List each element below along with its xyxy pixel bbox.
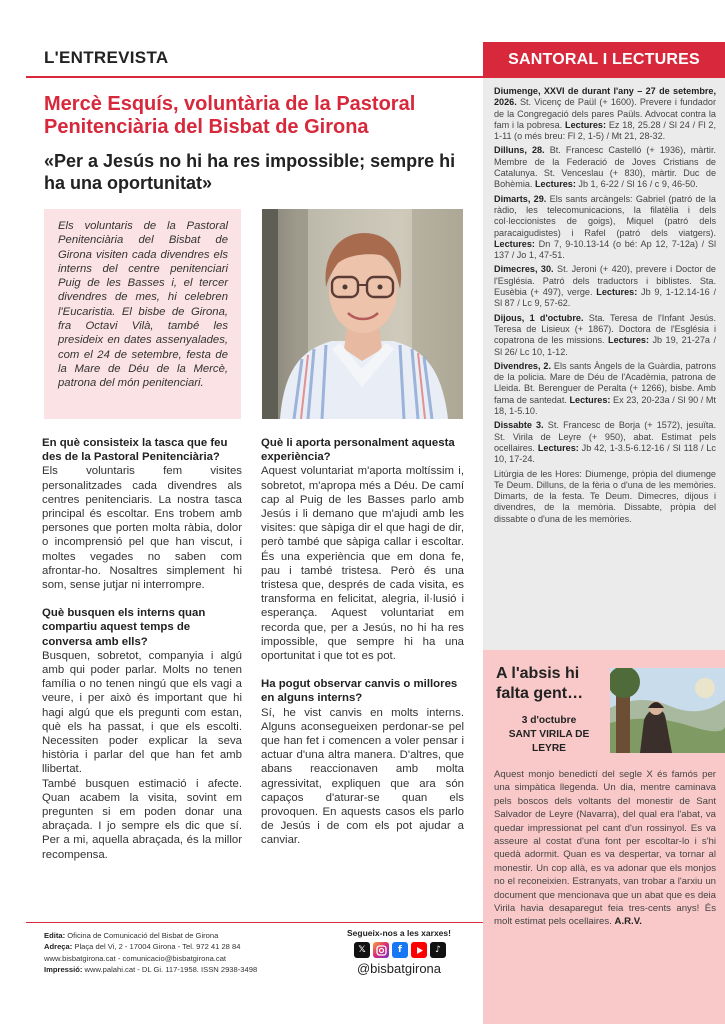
intro-text: Els voluntaris de la Pastoral Penitenciària del Bisbat de Girona visiten cada divendres els interns del centre penitenciari Puig de les Basses i, el tercer divendres de mes, hi celebren l'Eucaristia. El bisbe de Girona, fra Octavi Vilà, també les presideix en dates assenyalades, com el 24 de setembre, festa de la Mare de Déu de la Mercè, patrona del món penitenciari. (58, 220, 228, 390)
santoral-entry: Dijous, 1 d'octubre. Sta. Teresa de l'Infant Jesús. Teresa de Lisieux (+ 1867). Doctora de l'Església i copatrona de les missions. Lectures: Jb 19, 21-27a / Sl 26/ Lc 10, 1-12. (494, 312, 716, 357)
portrait-photo (262, 209, 463, 419)
social-handle[interactable]: @bisbatgirona (356, 961, 442, 976)
section-title: L'ENTREVISTA (44, 48, 169, 67)
interview-column-1 (42, 436, 242, 862)
interview-question: En què consisteix la tasca que feu des de la Pastoral Penitenciària? (42, 437, 228, 464)
monk-landscape-illustration (610, 668, 725, 753)
absis-date (494, 714, 604, 756)
footer-web[interactable]: www.bisbatgirona.cat - comunicacio@bisbatgirona.cat (44, 953, 227, 963)
absis-illustration (610, 668, 725, 753)
absis-signature: A.R.V. (614, 916, 642, 928)
article-subhead: «Per a Jesús no hi ha res impossible; sempre hi ha una oportunitat» (44, 151, 456, 193)
header-divider (26, 76, 483, 78)
interview-column-2 (261, 436, 464, 848)
social-icons (350, 942, 450, 958)
footer-divider (26, 922, 483, 923)
liturgia-hores: Litúrgia de les Hores: Diumenge, pròpia del diumenge Te Deum. Dilluns, de la fèria o d'una de les memòries. Dimarts, de la festa. Te Deum. Dimecres, dijous i divendres, de la memòria. Dissabte, pròpia del dissabte o d'una de les memòries. (494, 468, 716, 524)
tiktok-icon[interactable]: ♪ (430, 942, 446, 958)
footer-info: Edita: Oficina de Comunicació del Bisbat de Girona Adreça: Plaça del Vi, 2 - 17004 Girona - Tel. 972 41 28 84 www.bisbatgirona.cat - comunicacio@bisbatgirona.cat Impressió: www.palahi.cat - DL Gi. 117-1958. ISSN 2938-3498 (44, 930, 309, 975)
article-headline: Mercè Esquís, voluntària de la Pastoral Penitenciària del Bisbat de Girona (44, 93, 416, 138)
santoral-entry: Dilluns, 28. Bt. Francesc Castelló (+ 1936), màrtir. Membre de la Federació de Joves Cristians de Catalunya. St. Venceslau (+ 830), màrtir. Duc de Bohèmia. Lectures: Jb 1, 6-22 / Sl 16 / c 9, 46-50. (494, 145, 716, 190)
youtube-icon[interactable] (411, 942, 427, 958)
interview-answer: Busquen, sobretot, companyia i algú amb qui poder parlar. Molts no tenen família o no tenen ningú que els vagi a veure, i per això és important que hi hagi algú que els pregunti com estan, què els ha passat, i que els escolti. Necessiten poder explicar la seva història i parlar del que han fet amb llibertat. (42, 649, 242, 776)
santoral-entry: Diumenge, XXVI de durant l'any – 27 de setembre, 2026. St. Vicenç de Paül (+ 1600). Prevere i fundador de la Congregació dels pares Paüls. Advocat contra la fam i la pobresa. Lectures: Ez 18, 25.28 / Sl 24 / Fl 2, 1-11 (o més breu: Fl 2, 1-5) / Mt 21, 28-32. (494, 86, 717, 142)
interview-question: Què busquen els interns quan compartiu aquest temps de conversa amb ells? (42, 607, 206, 648)
interview-answer: Els voluntaris fem visites personalitzades cada divendres als centres penitenciaris. La nostra tasca principal és escoltar. Ens trobem amb persones que porten molta ràbia, dolor o incomprensió pel que han viscut, i moltes vegades no saben com afrontar-ho. Nosaltres simplement hi som, sense jutjar ni interrompre. (42, 465, 242, 592)
santoral-entry: Dissabte 3. St. Francesc de Borja (+ 1572), jesuïta. St. Virila de Leyre (+ 950), abat. Estimat pels ocellaires. Lectures: Jb 42, 1-3.5-6.12-16 / Sl 118 / Lc 10, 17-24. (494, 420, 716, 465)
absis-text: Aquest monjo benedictí del segle X és famós per una simpàtica llegenda. Un dia, mentre caminava pels boscos dels voltants del monestir de Sant Salvador de Leyre (Navarra), del qual era l'abat, va quedar impressionat pel cant d'un rossinyol. Es va asseure al costat d'una font per escoltar-lo i s'hi quedà adormit. Quan es va despertar, va tornar al monestir. Un cop allà, es va adonar que els monjos no el reconeixien. Estranyats, van trobar a l'arxiu un document que mencionava que un abat que es deia Virila havia desaparegut feia tres-cents anys! És molt estimat pels ocellaires. A.R.V. (494, 769, 716, 928)
interview-question: Què li aporta personalment aquesta experiència? (261, 437, 455, 464)
social-title: Segueix-nos a les xarxes! (347, 928, 451, 938)
interview-question: Ha pogut observar canvis o millores en alguns interns? (261, 678, 458, 705)
interview-answer: Sí, he vist canvis en molts interns. Alguns aconsegueixen perdonar-se pel que han fet i comencen a voler pensar i actuar d'una altra manera. D'altres, que abans reaccionaven amb molta agressivitat, expliquen que ara són capaços d'aturar-se quan els provoquen. En aquests casos els parlo de Jesús i de com els pot ajudar a canviar. (261, 706, 464, 847)
santoral-header: SANTORAL I LECTURES (483, 42, 725, 78)
x-icon[interactable]: 𝕏 (354, 942, 370, 958)
santoral-entry: Divendres, 2. Els sants Àngels de la Guàrdia, patrons de la policia. Mare de Déu de l'Acadèmia, patrona de Lleida. Bt. Berenguer de Peralta (+ 1266), bisbe. Amb fama de santedat. Lectures: Ex 23, 20-23a / Sl 90 / Mt 18, 1-5.10. (494, 360, 716, 417)
instagram-icon[interactable] (373, 942, 389, 958)
santoral-entry: Dimecres, 30. St. Jeroni (+ 420), prevere i Doctor de l'Església. Patró dels traductors i biblistes. Sta. Eusèbia (+ 497), verge. Lectures: Jb 9, 1-12.14-16 / Sl 87 / Lc 9, 57-62. (494, 264, 717, 309)
absis-title: A l'absis hi falta gent… (496, 665, 584, 702)
interview-answer: Aquest voluntariat m'aporta moltíssim i, sobretot, m'apropa més a Déu. De camí cap al Puig de les Basses parlo amb Jesús i li demano que m'ajudi amb les visites: que sàpiga dir el que hagi de dir, però també que sàpiga callar i escoltar. És una experiència que em dona fe, pau i també tristesa. Però és una tristesa que, després de cada visita, es transforma en felicitat, alegria, il·lusió i esperança. Aquest voluntariat em recorda que, per a Jesús, no hi ha res impossible, que sempre hi ha una oportunitat i que tot es pot. (261, 465, 464, 663)
absis-saint-name: SANT VIRILA DE LEYRE (508, 729, 590, 754)
absis-date-label: 3 d'octubre (521, 715, 577, 726)
facebook-icon[interactable]: f (392, 942, 408, 958)
santoral-list (494, 86, 716, 528)
intro-box (44, 209, 241, 419)
santoral-entry: Dimarts, 29. Els sants arcàngels: Gabriel (patró de la ràdio, les telecomunicacions, la filatèlia i dels col·leccionistes de goigs), Miquel (patró dels paracaigudistes) i Rafel (patró dels viatgers). Lectures: Dn 7, 9-10.13-14 (o bé: Ap 12, 7-12a) / Sl 137 / Jo 1, 47-51. (494, 193, 716, 261)
interview-answer: També busquen estimació i afecte. Quan acabem la visita, sovint em pregunten si em poden donar una abraçada. I jo sempre els dic que sí. Per a mi, aquella abraçada, és la millor recompensa. (42, 777, 242, 861)
portrait-illustration (262, 209, 463, 419)
